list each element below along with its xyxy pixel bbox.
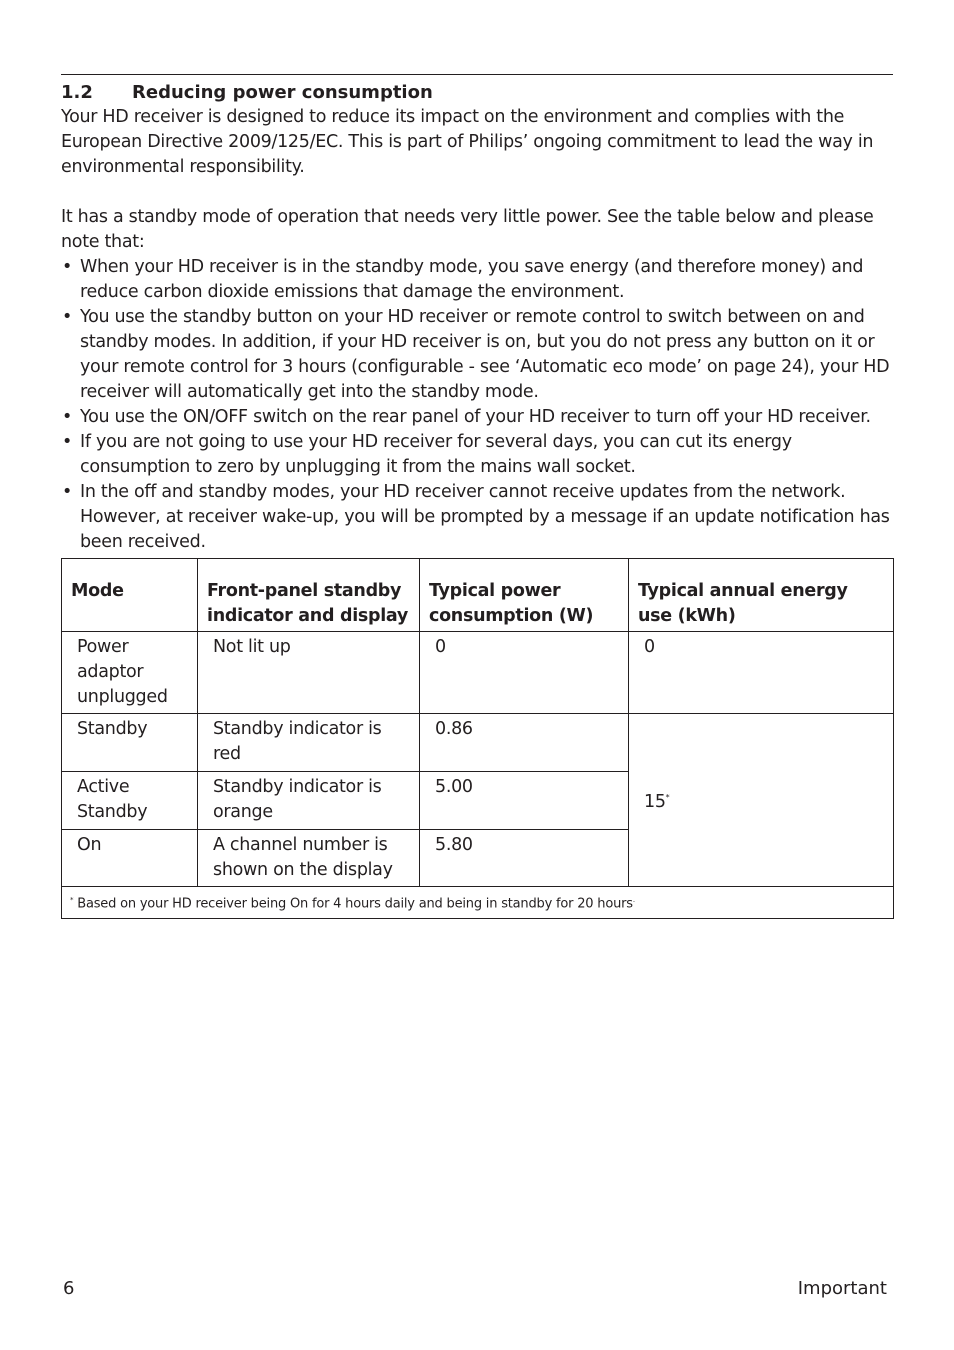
cell-indicator: Not lit up xyxy=(198,632,420,714)
cell-indicator: Standby indicator is red xyxy=(198,714,420,772)
section-heading xyxy=(61,81,433,105)
merged-energy-value: 15 xyxy=(644,791,666,812)
section-title: Reducing power consumption xyxy=(132,82,433,103)
header-power: Typical power consumption (W) xyxy=(420,559,629,632)
list-item: • In the off and standby modes, your HD receiver cannot receive updates from the network. However, at receiver wake-up, you will be prompted by a message if an update notification has been received. xyxy=(61,480,893,555)
cell-power: 5.80 xyxy=(420,830,629,887)
table-header-row xyxy=(62,559,894,632)
table-footnote-row xyxy=(62,887,894,919)
list-item: • When your HD receiver is in the standby mode, you save energy (and therefore money) and reduce carbon dioxide emissions that damage the environment. xyxy=(61,255,893,305)
list-item: • You use the ON/OFF switch on the rear panel of your HD receiver to turn off your HD receiver. xyxy=(61,405,893,430)
header-energy: Typical annual energy use (kWh) xyxy=(629,559,894,632)
body-text xyxy=(61,105,893,555)
cell-power: 5.00 xyxy=(420,772,629,830)
table-footnote xyxy=(62,887,894,919)
table-row xyxy=(62,632,894,714)
cell-mode: On xyxy=(62,830,198,887)
footnote-marker: * xyxy=(665,793,670,803)
cell-mode: Standby xyxy=(62,714,198,772)
header-indicator: Front-panel standby indicator and display xyxy=(198,559,420,632)
list-item: • If you are not going to use your HD receiver for several days, you can cut its energy consumption to zero by unplugging it from the mains wall socket. xyxy=(61,430,893,480)
section-number: 1.2 xyxy=(61,82,93,103)
list-item: • You use the standby button on your HD receiver or remote control to switch between on and standby modes. In addition, if your HD receiver is on, but you do not press any button on it or your remote control for 3 hours (configurable - see ‘Automatic eco mode’ on page 24), your HD receiver will automatically get into the standby mode. xyxy=(61,305,893,405)
cell-power: 0 xyxy=(420,632,629,714)
cell-power: 0.86 xyxy=(420,714,629,772)
header-rule xyxy=(61,74,893,75)
cell-energy: 0 xyxy=(629,632,894,714)
table-row xyxy=(62,714,894,772)
cell-indicator: A channel number is shown on the display xyxy=(198,830,420,887)
footnote-text: Based on your HD receiver being On for 4 hours daily and being in standby for 20 hours xyxy=(77,896,633,912)
cell-indicator: Standby indicator is orange xyxy=(198,772,420,830)
intro-paragraph: Your HD receiver is designed to reduce its impact on the environment and complies with the European Directive 2009/125/EC. This is part of Philips’ ongoing commitment to lead the way in environmental responsibility. xyxy=(61,107,874,177)
cell-mode: Power adaptor unplugged xyxy=(62,632,198,714)
footnote-end: . xyxy=(632,896,635,904)
footnote-marker: * xyxy=(70,896,74,904)
cell-energy-merged xyxy=(629,714,894,887)
header-mode: Mode xyxy=(62,559,198,632)
power-consumption-table xyxy=(61,558,894,919)
cell-mode: Active Standby xyxy=(62,772,198,830)
footer-section-name: Important xyxy=(797,1278,887,1299)
page-number: 6 xyxy=(63,1278,75,1299)
note-list xyxy=(61,255,893,555)
standby-paragraph: It has a standby mode of operation that needs very little power. See the table below and please note that: xyxy=(61,207,874,252)
